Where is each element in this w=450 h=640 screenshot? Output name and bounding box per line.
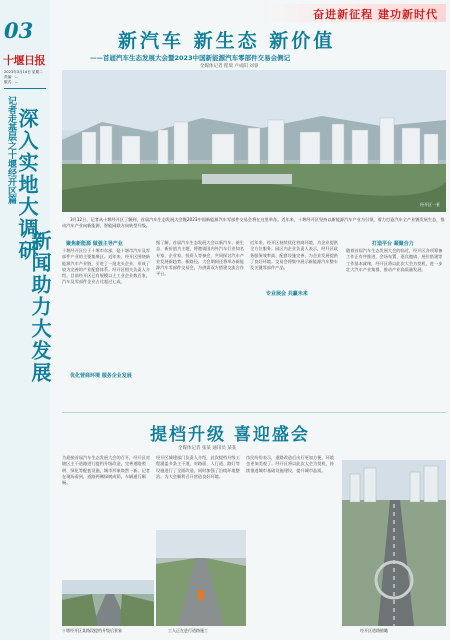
cityscape-photo xyxy=(62,70,446,212)
rail-meta-layout: 版式：... xyxy=(4,80,19,84)
article1-subtitle-2: 优化营商环境 服务企业发展 xyxy=(70,373,132,379)
road-photo-2 xyxy=(156,530,246,626)
article2-column-2: 经开区城建部门负责人介绍，此次提档升级工程涵盖多条主干道，对路面、人行道、路灯等设施进行了全面改造，同时加强了沿线环境整治，为大会顺利召开营造良好环境。 xyxy=(156,455,240,479)
article2-column-3: 市民纷纷表示，道路改造后出行更加方便，环境也更加美观了。经开区将以此次大会为契机，持续推进城市基础设施建设，提升城市品质。 xyxy=(246,455,334,473)
rail-meta xyxy=(4,70,46,85)
road-photo-1-caption: 十堰经开区某路段提档升级后景象 xyxy=(62,628,122,633)
rail-meta-date: 2023年3月14日 星期二 xyxy=(4,70,43,74)
article1-subtitle-3: 专业展会 共赢未来 xyxy=(266,291,308,297)
article1-column-1: 十堰经开区位于十堰市东部，是十堰市汽车及零部件产业的主要集聚区。近年来，经开区围绕新能源汽车产业链，引进了一批龙头企业，形成了较为完善的产业配套体系。经开区相关负责人介绍，目前经开区已有规模以上工业企业数百家，汽车及零部件企业占比超过七成。 xyxy=(62,248,150,285)
road-photo-1 xyxy=(62,580,154,626)
column-title-vertical: 记者走基层之十堰经开区篇 xyxy=(6,96,16,204)
article1-column-3: 近年来，经开区持续优化营商环境，为企业提供全方位服务。园区内企业负责人表示，经开区政务服务效率高、配套设施完善，为企业发展提供了良好环境。交易会将集中展示新能源汽车整车及关键零部件产品。 xyxy=(250,240,338,271)
newspaper-logo: 十堰日报 xyxy=(3,54,45,67)
article2-headline: 提档升级 喜迎盛会 xyxy=(150,425,310,445)
left-rail xyxy=(0,0,50,640)
article1-byline: 全媒体记者 程瑞 卢成阳 刘睿 xyxy=(200,64,259,69)
article1-column-4: 随着首届汽车生态发展大会的临近，经开区各项筹备工作正有序推进，会场布置、嘉宾邀请、展位搭建等工作基本就绪，经开区将以此次大会为契机，进一步壮大汽车产业集群，推动产业高质量发展。 xyxy=(346,248,443,272)
road-photo-2-image xyxy=(156,530,246,626)
rail-meta-editor: 责编：... xyxy=(4,75,19,79)
article2-column-1: 为迎接首届汽车生态发展大会的召开，经开区对辖区主干道路进行提档升级改造，完善道路照明、绿化等配套设施，城市形象焕然一新。记者在现场看到，道路两侧绿树成荫，车辆通行顺畅。 xyxy=(62,455,150,486)
article1-subtitle-1: 聚焦新能源 做强主导产业 xyxy=(66,241,123,247)
road-photo-3-caption: 经开区道路俯瞰 xyxy=(360,628,388,633)
rail-divider xyxy=(4,88,46,89)
road-photo-3-image xyxy=(342,460,446,626)
road-photo-3 xyxy=(342,460,446,626)
article1-headline: 新汽车 新生态 新价值 xyxy=(118,30,336,52)
cityscape-illustration xyxy=(62,70,446,212)
cityscape-caption: 经开区一景 xyxy=(420,202,440,207)
section-divider xyxy=(62,412,446,413)
banner-slogan: 奋进新征程 建功新时代 xyxy=(313,8,438,21)
vertical-headline-2: 新闻助力大发展 xyxy=(28,230,52,384)
edition-number: 03 xyxy=(4,18,34,43)
article1-subhead: ——首届汽车生态发展大会暨2023中国新能源汽车零部件交易会侧记 xyxy=(90,54,291,62)
article2-byline: 全媒体记者 张某 通讯员 某某 xyxy=(178,446,237,451)
article1-column-2: 据了解，首届汽车生态发展大会以新汽车、新生态、新价值为主题，将邀请国内外汽车行业知名专家、企业家、投资人等参会，共同探讨汽车产业发展新趋势、新路径。大会期间还将举办新能源汽车零部件交易会，为供需双方搭建交流合作平台。 xyxy=(156,240,244,277)
road-photo-1-image xyxy=(62,580,154,626)
article1-subtitle-4: 打造平台 凝聚合力 xyxy=(372,241,414,247)
vertical-headline-1: 深入实地大调研 xyxy=(15,108,39,262)
road-photo-2-caption: 工人正在进行道路施工 xyxy=(168,628,208,633)
top-banner xyxy=(262,4,446,22)
article1-lead: 3月12日，记者从十堰经开区了解到，首届汽车生态发展大会暨2023中国新能源汽车零部件交易会将在这里举办。近年来，十堰经开区坚持以新能源汽车产业为引领，着力打造汽车全产业链发展生态，推动汽车产业向新能源、智能网联方向转型升级。 xyxy=(62,217,445,229)
